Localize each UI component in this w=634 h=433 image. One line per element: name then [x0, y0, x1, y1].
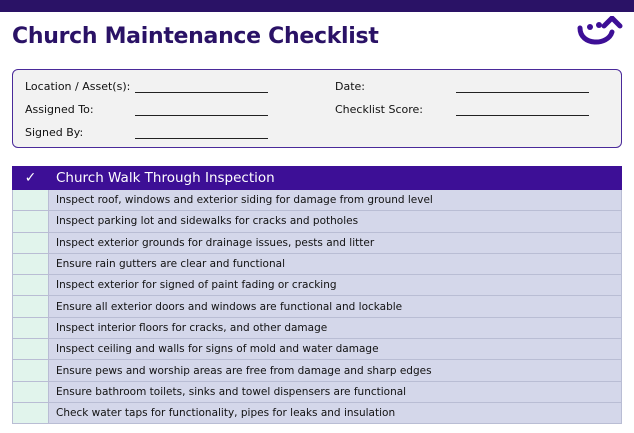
top-accent-bar [0, 0, 634, 12]
checklist-item: Inspect roof, windows and exterior siding for damage from ground level [49, 190, 622, 211]
checkbox-cell[interactable] [13, 381, 49, 402]
assigned-to-field[interactable] [135, 115, 268, 116]
table-row [13, 339, 622, 360]
checklist-item: Inspect exterior for signed of paint fading or cracking [49, 275, 622, 296]
table-row [13, 381, 622, 402]
checklist-item: Ensure bathroom toilets, sinks and towel dispensers are functional [49, 381, 622, 402]
checklist-item: Ensure rain gutters are clear and functional [49, 253, 622, 274]
location-label: Location / Asset(s): [25, 80, 131, 93]
table-row [13, 275, 622, 296]
table-header-row [13, 167, 622, 190]
table-row [13, 211, 622, 232]
table-row [13, 253, 622, 274]
table-row [13, 232, 622, 253]
table-row [13, 317, 622, 338]
checkbox-cell[interactable] [13, 402, 49, 423]
checkbox-cell[interactable] [13, 317, 49, 338]
table-row [13, 296, 622, 317]
checkbox-cell[interactable] [13, 275, 49, 296]
checkbox-cell[interactable] [13, 360, 49, 381]
checkbox-cell[interactable] [13, 296, 49, 317]
section-header: Church Walk Through Inspection [49, 167, 622, 190]
page-title: Church Maintenance Checklist [12, 24, 379, 49]
signed-by-label: Signed By: [25, 126, 84, 139]
table-row [13, 360, 622, 381]
checklist-item: Inspect exterior grounds for drainage issues, pests and litter [49, 232, 622, 253]
location-field[interactable] [135, 92, 268, 93]
checklist-item: Inspect ceiling and walls for signs of mold and water damage [49, 339, 622, 360]
check-column-header: ✓ [13, 167, 49, 190]
table-row [13, 190, 622, 211]
brand-logo-icon [574, 16, 626, 56]
checkbox-cell[interactable] [13, 339, 49, 360]
checklist-item: Ensure all exterior doors and windows are functional and lockable [49, 296, 622, 317]
checkbox-cell[interactable] [13, 232, 49, 253]
table-row [13, 402, 622, 423]
assigned-to-label: Assigned To: [25, 103, 94, 116]
checklist-score-field[interactable] [456, 115, 589, 116]
checkbox-cell[interactable] [13, 253, 49, 274]
checklist-item: Inspect parking lot and sidewalks for cracks and potholes [49, 211, 622, 232]
date-label: Date: [335, 80, 365, 93]
checklist-score-label: Checklist Score: [335, 103, 424, 116]
date-field[interactable] [456, 92, 589, 93]
checklist-item: Inspect interior floors for cracks, and other damage [49, 317, 622, 338]
checkbox-cell[interactable] [13, 211, 49, 232]
checklist-item: Check water taps for functionality, pipes for leaks and insulation [49, 402, 622, 423]
info-panel [12, 69, 622, 148]
signed-by-field[interactable] [135, 138, 268, 139]
inspection-checklist-table [12, 166, 622, 424]
checklist-item: Ensure pews and worship areas are free from damage and sharp edges [49, 360, 622, 381]
checkbox-cell[interactable] [13, 190, 49, 211]
